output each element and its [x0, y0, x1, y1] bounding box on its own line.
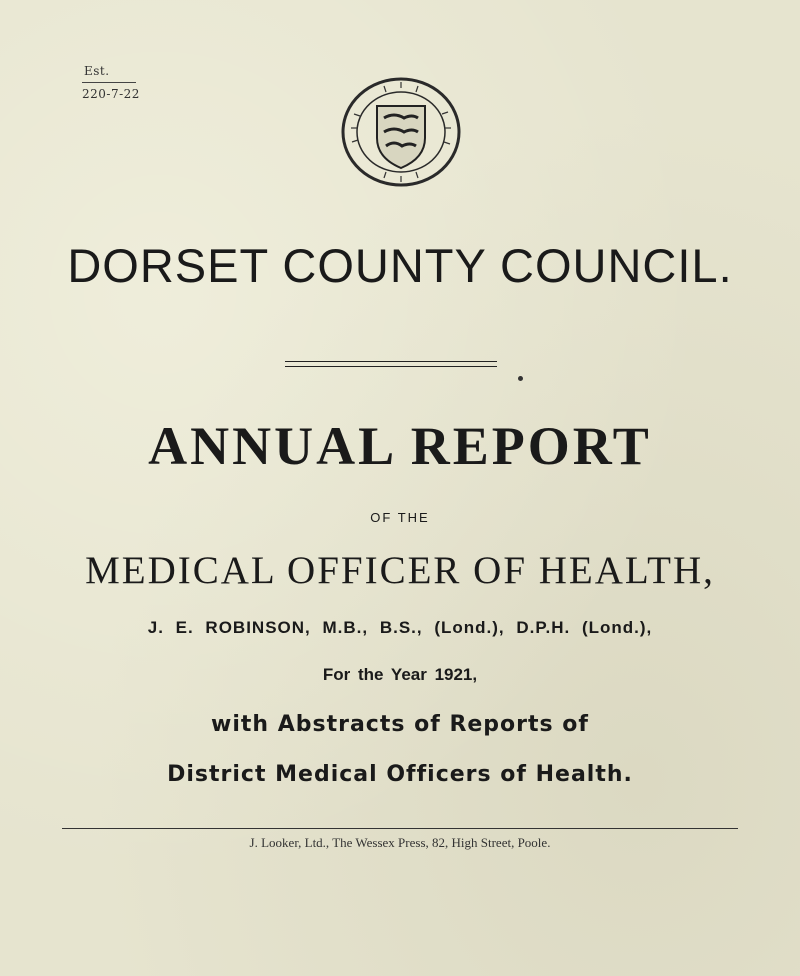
council-name: DORSET COUNTY COUNCIL. [67, 239, 733, 292]
double-rule-divider [285, 361, 497, 367]
ink-dot [518, 376, 523, 381]
report-title: ANNUAL REPORT [148, 416, 652, 476]
accession-stamp [82, 64, 140, 101]
year-line: For the Year 1921, [322, 665, 478, 684]
stamp-est-label: Est. [84, 64, 110, 78]
of-the-label: OF THE [370, 510, 430, 525]
stamp-rule [82, 82, 136, 83]
district-line: District Medical Officers of Health. [167, 762, 633, 787]
report-subject: MEDICAL OFFICER OF HEALTH, [85, 549, 715, 592]
author-line: J. E. ROBINSON, M.B., B.S., (Lond.), D.P.H. (Lond.), [147, 618, 653, 637]
printer-imprint: J. Looker, Ltd., The Wessex Press, 82, High Street, Poole. [249, 835, 551, 850]
abstracts-line: with Abstracts of Reports of [211, 712, 589, 737]
stamp-number: 220-7-22 [82, 87, 140, 101]
footer-rule [62, 828, 738, 829]
county-seal-icon [340, 76, 462, 188]
